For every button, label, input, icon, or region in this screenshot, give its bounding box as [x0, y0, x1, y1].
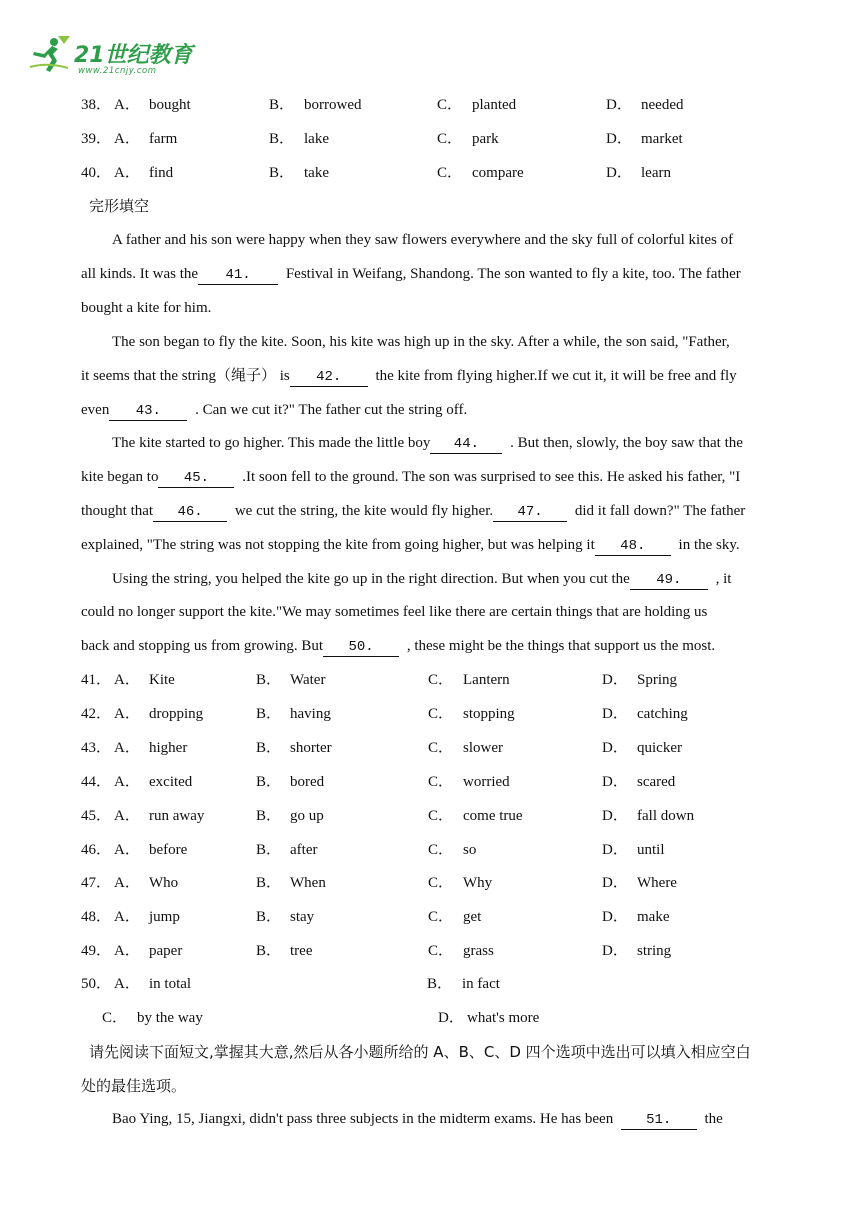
option-a-text: run away	[149, 807, 205, 824]
option-a-text: Who	[149, 875, 179, 892]
option-d-letter: D．	[606, 165, 632, 181]
option-b-text: When	[290, 875, 326, 892]
option-b-letter: B．	[256, 672, 282, 688]
option-d-letter: D．	[438, 1010, 464, 1026]
option-a-letter: A．	[114, 705, 140, 722]
passage-line: The son began to fly the kite. Soon, his kite was high up in the sky. After a while, the son said, "Father,	[112, 334, 730, 350]
blank-51: 51.	[621, 1111, 697, 1130]
option-d-text: what's more	[467, 1010, 540, 1026]
question-options-row	[0, 805, 860, 827]
option-d-text: learn	[641, 165, 671, 181]
option-a-text: paper	[149, 943, 183, 960]
option-d-text: fall down	[637, 807, 695, 824]
question-number: 45．	[81, 807, 112, 824]
question-number: 50．	[81, 976, 112, 992]
question-number: 46．	[81, 841, 112, 858]
question-number: 49．	[81, 943, 112, 960]
question-40-options	[0, 162, 860, 184]
question-number: 42．	[81, 705, 112, 722]
option-b-letter: B．	[427, 976, 453, 992]
option-c-letter: C．	[428, 807, 454, 824]
option-d-letter: D．	[602, 841, 628, 858]
option-c-letter: C．	[437, 165, 463, 181]
logo-url: www.21cnjy.com	[78, 66, 157, 76]
option-c-letter: C．	[428, 705, 454, 722]
option-a-text: dropping	[149, 705, 204, 722]
option-a-text: Kite	[149, 672, 175, 688]
passage-line: Bao Ying, 15, Jiangxi, didn't pass three subjects in the midterm exams. He has been 51. the	[112, 1111, 723, 1128]
option-d-letter: D．	[602, 909, 628, 926]
question-options-row	[0, 940, 860, 962]
option-b-letter: B．	[256, 909, 282, 926]
option-b-letter: B．	[256, 943, 282, 960]
passage-line: The kite started to go higher. This made the little boy 44. . But then, slowly, the boy saw that the	[112, 435, 743, 452]
question-number: 41．	[81, 672, 112, 688]
option-c-letter: C．	[428, 909, 454, 926]
option-d-letter: D．	[602, 773, 628, 790]
option-b-letter: B．	[256, 841, 282, 858]
option-c-letter: C．	[428, 739, 454, 756]
blank-48: 48.	[595, 537, 671, 556]
option-d-letter: D．	[602, 875, 628, 892]
option-d-letter: D．	[606, 131, 632, 147]
question-number: 43．	[81, 739, 112, 756]
option-b-letter: B．	[269, 131, 295, 147]
runner-logo-icon	[28, 34, 72, 74]
option-d-text: scared	[637, 773, 676, 790]
blank-49: 49.	[630, 571, 708, 590]
passage-line: A father and his son were happy when they saw flowers everywhere and the sky full of colorful kites of	[112, 232, 734, 248]
option-b-letter: B．	[269, 97, 295, 113]
option-d-text: make	[637, 909, 670, 926]
passage-line: Using the string, you helped the kite go up in the right direction. But when you cut the 49. , it	[112, 571, 732, 588]
option-d-letter: D．	[602, 705, 628, 722]
option-b-letter: B．	[256, 773, 282, 790]
option-d-text: until	[637, 841, 665, 858]
option-b-text: tree	[290, 943, 313, 960]
passage-line: all kinds. It was the 41. Festival in Weifang, Shandong. The son wanted to fly a kite, too. The father	[81, 266, 741, 283]
instruction-line: 请先阅读下面短文,掌握其大意,然后从各小题所给的 A、B、C、D 四个选项中选出可以填入相应空白	[89, 1043, 751, 1061]
option-b-text: after	[290, 841, 318, 858]
option-b-text: stay	[290, 909, 315, 926]
question-number: 47．	[81, 875, 112, 892]
option-c-letter: C．	[428, 773, 454, 790]
option-b-text: in fact	[462, 976, 500, 992]
question-number: 48．	[81, 909, 112, 926]
option-b-text: borrowed	[304, 97, 362, 113]
blank-45: 45.	[158, 469, 234, 488]
passage-line: back and stopping us from growing. But 50. , these might be the things that support us the most.	[81, 638, 716, 655]
option-b-text: go up	[290, 807, 324, 824]
option-d-letter: D．	[602, 807, 628, 824]
option-a-letter: A．	[114, 976, 140, 992]
option-a-letter: A．	[114, 909, 140, 926]
passage-line: thought that 46. we cut the string, the kite would fly higher. 47. did it fall down?" The father	[81, 503, 746, 520]
option-c-text: Why	[463, 875, 493, 892]
option-a-letter: A．	[114, 739, 140, 756]
passage-line: it seems that the string（绳子） is 42. the kite from flying higher.If we cut it, it will be free and fly	[81, 368, 737, 385]
option-c-letter: C．	[437, 97, 463, 113]
blank-44: 44.	[430, 435, 502, 454]
option-c-text: grass	[463, 943, 494, 960]
option-c-letter: C．	[102, 1010, 128, 1026]
option-a-letter: A．	[114, 841, 140, 858]
passage-line: explained, "The string was not stopping the kite from going higher, but was helping it 48. in the sky.	[81, 537, 740, 554]
question-50-options-row2	[0, 1007, 860, 1029]
option-b-text: Water	[290, 672, 326, 688]
option-d-text: catching	[637, 705, 688, 722]
option-d-text: Spring	[637, 672, 678, 688]
option-c-letter: C．	[437, 131, 463, 147]
site-logo	[28, 30, 198, 80]
option-c-text: worried	[463, 773, 510, 790]
blank-41: 41.	[198, 266, 278, 285]
option-d-letter: D．	[602, 672, 628, 688]
option-d-text: Where	[637, 875, 677, 892]
option-b-letter: B．	[256, 739, 282, 756]
option-d-letter: D．	[602, 739, 628, 756]
question-number: 44．	[81, 773, 112, 790]
option-c-letter: C．	[428, 841, 454, 858]
question-39-options	[0, 128, 860, 150]
option-a-text: find	[149, 165, 174, 181]
option-a-text: jump	[149, 909, 180, 926]
option-a-letter: A．	[114, 807, 140, 824]
question-options-row	[0, 669, 860, 691]
option-b-text: bored	[290, 773, 325, 790]
option-a-letter: A．	[114, 97, 140, 113]
blank-43: 43.	[109, 402, 187, 421]
option-c-text: stopping	[463, 705, 515, 722]
instruction-line: 处的最佳选项。	[81, 1077, 187, 1095]
question-number: 40．	[81, 165, 112, 181]
option-a-text: bought	[149, 97, 191, 113]
question-options-row	[0, 906, 860, 928]
question-38-options	[0, 94, 860, 116]
option-a-letter: A．	[114, 165, 140, 181]
option-b-text: lake	[304, 131, 329, 147]
option-c-letter: C．	[428, 672, 454, 688]
option-c-text: planted	[472, 97, 517, 113]
question-number: 39．	[81, 131, 112, 147]
option-c-text: so	[463, 841, 477, 858]
question-options-row	[0, 839, 860, 861]
option-a-letter: A．	[114, 943, 140, 960]
passage-line: bought a kite for him.	[81, 300, 212, 316]
option-a-letter: A．	[114, 131, 140, 147]
option-d-letter: D．	[606, 97, 632, 113]
option-a-text: farm	[149, 131, 178, 147]
question-options-row	[0, 703, 860, 725]
option-c-text: compare	[472, 165, 524, 181]
question-number: 38．	[81, 97, 112, 113]
passage-line: kite began to 45. .It soon fell to the ground. The son was surprised to see this. He asked his father, "I	[81, 469, 741, 486]
option-c-letter: C．	[428, 943, 454, 960]
option-b-letter: B．	[256, 807, 282, 824]
option-c-text: park	[472, 131, 499, 147]
option-a-letter: A．	[114, 773, 140, 790]
question-50-options-row1	[0, 973, 860, 995]
option-b-text: take	[304, 165, 329, 181]
blank-46: 46.	[153, 503, 227, 522]
option-b-letter: B．	[269, 165, 295, 181]
passage-line: even 43. . Can we cut it?" The father cut the string off.	[81, 402, 468, 419]
blank-47: 47.	[493, 503, 567, 522]
option-d-text: string	[637, 943, 672, 960]
question-options-row	[0, 872, 860, 894]
question-options-row	[0, 737, 860, 759]
option-c-text: come true	[463, 807, 523, 824]
option-d-text: needed	[641, 97, 684, 113]
option-b-letter: B．	[256, 705, 282, 722]
logo-name: 21世纪教育	[74, 43, 193, 68]
option-a-letter: A．	[114, 672, 140, 688]
option-b-letter: B．	[256, 875, 282, 892]
option-d-letter: D．	[602, 943, 628, 960]
option-c-text: Lantern	[463, 672, 510, 688]
question-options-row	[0, 771, 860, 793]
passage-line: could no longer support the kite."We may sometimes feel like there are certain things that are holding us	[81, 604, 708, 620]
option-c-letter: C．	[428, 875, 454, 892]
section-heading: 完形填空	[89, 197, 150, 215]
option-c-text: get	[463, 909, 482, 926]
option-b-text: shorter	[290, 739, 332, 756]
option-c-text: slower	[463, 739, 503, 756]
blank-42: 42.	[290, 368, 368, 387]
blank-50: 50.	[323, 638, 399, 657]
option-d-text: market	[641, 131, 683, 147]
option-b-text: having	[290, 705, 331, 722]
option-a-text: in total	[149, 976, 192, 992]
option-a-text: before	[149, 841, 188, 858]
option-a-letter: A．	[114, 875, 140, 892]
option-a-text: higher	[149, 739, 188, 756]
option-c-text: by the way	[137, 1010, 203, 1026]
option-d-text: quicker	[637, 739, 682, 756]
option-a-text: excited	[149, 773, 193, 790]
